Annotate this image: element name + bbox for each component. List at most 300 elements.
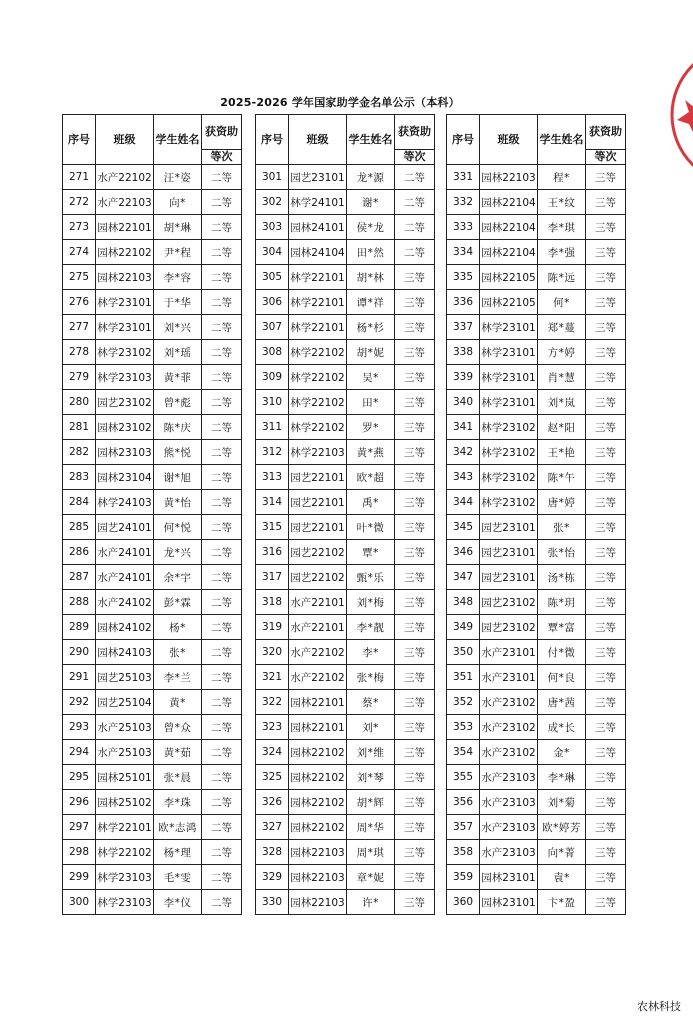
- table-body: [447, 165, 626, 915]
- name-cell: 袁*: [538, 865, 586, 890]
- name-cell: 肖*慧: [538, 365, 586, 390]
- class-cell: 园林24103: [96, 640, 154, 665]
- class-cell: 园艺22101: [289, 515, 347, 540]
- seq-cell: 280: [63, 390, 96, 415]
- level-cell: 二等: [202, 440, 242, 465]
- table-row: [447, 415, 626, 440]
- name-cell: 刘*兴: [154, 315, 202, 340]
- seq-cell: 305: [256, 265, 289, 290]
- seq-cell: 340: [447, 390, 480, 415]
- seq-cell: 351: [447, 665, 480, 690]
- table-row: [256, 690, 435, 715]
- class-cell: 林学23101: [480, 365, 538, 390]
- seq-cell: 284: [63, 490, 96, 515]
- roster-table-3: [446, 114, 626, 915]
- class-cell: 水产23102: [480, 715, 538, 740]
- name-cell: 张*怡: [538, 540, 586, 565]
- name-cell: 程*: [538, 165, 586, 190]
- level-cell: 二等: [202, 265, 242, 290]
- level-cell: 三等: [395, 440, 435, 465]
- name-cell: 刘*梅: [347, 590, 395, 615]
- level-cell: 三等: [395, 815, 435, 840]
- name-cell: 何*悦: [154, 515, 202, 540]
- table-row: [256, 840, 435, 865]
- level-cell: 二等: [202, 365, 242, 390]
- level-cell: 二等: [202, 540, 242, 565]
- class-cell: 林学22102: [289, 415, 347, 440]
- name-cell: 张*梅: [347, 665, 395, 690]
- level-cell: 三等: [395, 340, 435, 365]
- seq-cell: 271: [63, 165, 96, 190]
- class-cell: 林学23103: [96, 365, 154, 390]
- seq-cell: 309: [256, 365, 289, 390]
- name-cell: 杨*: [154, 615, 202, 640]
- seq-cell: 318: [256, 590, 289, 615]
- class-cell: 林学23101: [96, 290, 154, 315]
- level-cell: 二等: [202, 515, 242, 540]
- table-row: [447, 640, 626, 665]
- level-cell: 三等: [586, 290, 626, 315]
- level-cell: 三等: [586, 815, 626, 840]
- roster-table-2: [255, 114, 435, 915]
- level-cell: 三等: [586, 265, 626, 290]
- class-cell: 水产22101: [289, 590, 347, 615]
- name-cell: 陈*玥: [538, 590, 586, 615]
- level-cell: 二等: [202, 240, 242, 265]
- name-cell: 向*: [154, 190, 202, 215]
- class-cell: 林学23101: [480, 340, 538, 365]
- seq-cell: 315: [256, 515, 289, 540]
- table-row: [447, 440, 626, 465]
- level-cell: 三等: [395, 640, 435, 665]
- class-cell: 水产22102: [289, 640, 347, 665]
- seq-cell: 299: [63, 865, 96, 890]
- table-row: [63, 615, 242, 640]
- seq-cell: 313: [256, 465, 289, 490]
- level-cell: 二等: [202, 390, 242, 415]
- table-row: [447, 165, 626, 190]
- seq-cell: 298: [63, 840, 96, 865]
- table-row: [447, 740, 626, 765]
- class-cell: 园林24104: [289, 240, 347, 265]
- class-cell: 水产22102: [289, 665, 347, 690]
- name-cell: 李*珠: [154, 790, 202, 815]
- level-cell: 二等: [202, 890, 242, 915]
- header-seq: 序号: [63, 115, 96, 165]
- table-row: [63, 490, 242, 515]
- table-row: [256, 415, 435, 440]
- level-cell: 二等: [202, 765, 242, 790]
- class-cell: 园艺25103: [96, 665, 154, 690]
- level-cell: 三等: [586, 390, 626, 415]
- name-cell: 李*: [347, 640, 395, 665]
- name-cell: 向*菁: [538, 840, 586, 865]
- page-title: 2025-2026 学年国家助学金名单公示（本科）: [220, 96, 460, 109]
- class-cell: 园林22102: [289, 815, 347, 840]
- table-row: [256, 640, 435, 665]
- class-cell: 林学23102: [96, 340, 154, 365]
- table-row: [63, 365, 242, 390]
- level-cell: 二等: [202, 640, 242, 665]
- header-aid: 获资助: [395, 115, 435, 150]
- name-cell: 刘*: [347, 715, 395, 740]
- table-row: [63, 665, 242, 690]
- seq-cell: 289: [63, 615, 96, 640]
- level-cell: 二等: [202, 490, 242, 515]
- name-cell: 余*宇: [154, 565, 202, 590]
- level-cell: 三等: [395, 390, 435, 415]
- class-cell: 林学23102: [480, 415, 538, 440]
- seq-cell: 295: [63, 765, 96, 790]
- level-cell: 三等: [586, 690, 626, 715]
- name-cell: 黄*: [154, 690, 202, 715]
- seq-cell: 356: [447, 790, 480, 815]
- level-cell: 三等: [586, 840, 626, 865]
- table-row: [63, 690, 242, 715]
- table-row: [63, 190, 242, 215]
- class-cell: 林学24101: [289, 190, 347, 215]
- seq-cell: 293: [63, 715, 96, 740]
- name-cell: 吴*: [347, 365, 395, 390]
- class-cell: 园艺22102: [289, 540, 347, 565]
- level-cell: 二等: [395, 215, 435, 240]
- table-row: [447, 390, 626, 415]
- level-cell: 三等: [586, 540, 626, 565]
- seq-cell: 300: [63, 890, 96, 915]
- seq-cell: 282: [63, 440, 96, 465]
- class-cell: 水产24101: [96, 540, 154, 565]
- class-cell: 园林23104: [96, 465, 154, 490]
- header-class: 班级: [96, 115, 154, 165]
- name-cell: 张*: [154, 640, 202, 665]
- name-cell: 李*容: [154, 265, 202, 290]
- seq-cell: 325: [256, 765, 289, 790]
- seq-cell: 337: [447, 315, 480, 340]
- name-cell: 毛*雯: [154, 865, 202, 890]
- level-cell: 三等: [395, 490, 435, 515]
- seq-cell: 319: [256, 615, 289, 640]
- level-cell: 三等: [395, 865, 435, 890]
- seq-cell: 277: [63, 315, 96, 340]
- table-row: [63, 265, 242, 290]
- level-cell: 三等: [395, 765, 435, 790]
- seq-cell: 344: [447, 490, 480, 515]
- level-cell: 二等: [395, 240, 435, 265]
- class-cell: 水产23101: [480, 640, 538, 665]
- table-row: [63, 890, 242, 915]
- level-cell: 二等: [202, 615, 242, 640]
- class-cell: 园林22103: [480, 165, 538, 190]
- name-cell: 张*: [538, 515, 586, 540]
- table-row: [447, 340, 626, 365]
- table-row: [63, 215, 242, 240]
- name-cell: 黄*怡: [154, 490, 202, 515]
- header-aid: 获资助: [586, 115, 626, 150]
- class-cell: 林学22102: [96, 840, 154, 865]
- table-row: [63, 640, 242, 665]
- name-cell: 覃*富: [538, 615, 586, 640]
- table-row: [447, 540, 626, 565]
- seal-star-icon: [677, 98, 693, 136]
- class-cell: 林学23101: [480, 315, 538, 340]
- name-cell: 卞*盈: [538, 890, 586, 915]
- table-row: [447, 840, 626, 865]
- level-cell: 三等: [395, 315, 435, 340]
- seq-cell: 330: [256, 890, 289, 915]
- name-cell: 黄*菲: [154, 365, 202, 390]
- level-cell: 三等: [395, 515, 435, 540]
- table-body: [63, 165, 242, 915]
- class-cell: 林学22102: [289, 390, 347, 415]
- table-row: [63, 240, 242, 265]
- header-class: 班级: [289, 115, 347, 165]
- table-row: [256, 540, 435, 565]
- header-seq: 序号: [447, 115, 480, 165]
- level-cell: 三等: [586, 740, 626, 765]
- seq-cell: 287: [63, 565, 96, 590]
- class-cell: 林学22101: [289, 290, 347, 315]
- class-cell: 园林22103: [289, 865, 347, 890]
- class-cell: 水产23102: [480, 740, 538, 765]
- class-cell: 园林22103: [96, 265, 154, 290]
- class-cell: 林学22101: [96, 815, 154, 840]
- name-cell: 彭*霖: [154, 590, 202, 615]
- table-row: [256, 790, 435, 815]
- table-row: [63, 765, 242, 790]
- table-row: [256, 815, 435, 840]
- class-cell: 林学23101: [480, 390, 538, 415]
- level-cell: 三等: [586, 165, 626, 190]
- name-cell: 郑*蔓: [538, 315, 586, 340]
- level-cell: 二等: [202, 565, 242, 590]
- level-cell: 二等: [202, 790, 242, 815]
- header-level: 等次: [395, 150, 435, 165]
- class-cell: 园林22101: [96, 215, 154, 240]
- name-cell: 许*: [347, 890, 395, 915]
- class-cell: 园林22102: [289, 790, 347, 815]
- level-cell: 三等: [395, 740, 435, 765]
- name-cell: 谢*: [347, 190, 395, 215]
- header-aid: 获资助: [202, 115, 242, 150]
- name-cell: 覃*: [347, 540, 395, 565]
- class-cell: 林学22102: [289, 340, 347, 365]
- table-row: [256, 215, 435, 240]
- class-cell: 林学22101: [289, 265, 347, 290]
- name-cell: 刘*琴: [347, 765, 395, 790]
- name-cell: 汪*姿: [154, 165, 202, 190]
- level-cell: 二等: [202, 815, 242, 840]
- seq-cell: 343: [447, 465, 480, 490]
- name-cell: 于*华: [154, 290, 202, 315]
- name-cell: 熊*悦: [154, 440, 202, 465]
- level-cell: 三等: [586, 890, 626, 915]
- level-cell: 二等: [202, 190, 242, 215]
- class-cell: 园林22105: [480, 290, 538, 315]
- table-row: [447, 765, 626, 790]
- level-cell: 三等: [395, 715, 435, 740]
- level-cell: 二等: [202, 315, 242, 340]
- name-cell: 欧*志鸿: [154, 815, 202, 840]
- class-cell: 园林22101: [289, 690, 347, 715]
- seq-cell: 353: [447, 715, 480, 740]
- class-cell: 园林23101: [480, 890, 538, 915]
- name-cell: 谢*旭: [154, 465, 202, 490]
- class-cell: 园艺23101: [289, 165, 347, 190]
- name-cell: 李*强: [538, 240, 586, 265]
- name-cell: 禹*: [347, 490, 395, 515]
- header-name: 学生姓名: [347, 115, 395, 165]
- level-cell: 三等: [395, 840, 435, 865]
- table-row: [256, 865, 435, 890]
- table-row: [63, 540, 242, 565]
- level-cell: 二等: [202, 165, 242, 190]
- header-name: 学生姓名: [154, 115, 202, 165]
- level-cell: 二等: [202, 865, 242, 890]
- name-cell: 刘*维: [347, 740, 395, 765]
- seq-cell: 294: [63, 740, 96, 765]
- class-cell: 园艺23101: [480, 565, 538, 590]
- class-cell: 林学23103: [96, 890, 154, 915]
- class-cell: 园艺22102: [289, 565, 347, 590]
- table-row: [256, 190, 435, 215]
- level-cell: 二等: [202, 415, 242, 440]
- level-cell: 三等: [395, 565, 435, 590]
- seq-cell: 275: [63, 265, 96, 290]
- seq-cell: 297: [63, 815, 96, 840]
- seq-cell: 279: [63, 365, 96, 390]
- seq-cell: 334: [447, 240, 480, 265]
- class-cell: 园林22104: [480, 215, 538, 240]
- class-cell: 水产23103: [480, 840, 538, 865]
- name-cell: 李*仪: [154, 890, 202, 915]
- table-row: [256, 465, 435, 490]
- class-cell: 园艺25104: [96, 690, 154, 715]
- name-cell: 方*婷: [538, 340, 586, 365]
- class-cell: 园林22104: [480, 190, 538, 215]
- level-cell: 二等: [202, 690, 242, 715]
- name-cell: 王*纹: [538, 190, 586, 215]
- class-cell: 园林23101: [480, 865, 538, 890]
- class-cell: 水产23103: [480, 815, 538, 840]
- seq-cell: 310: [256, 390, 289, 415]
- table-row: [447, 815, 626, 840]
- table-row: [447, 190, 626, 215]
- table-row: [63, 515, 242, 540]
- seq-cell: 327: [256, 815, 289, 840]
- level-cell: 三等: [586, 490, 626, 515]
- class-cell: 园林22102: [96, 240, 154, 265]
- table-row: [447, 515, 626, 540]
- level-cell: 三等: [586, 340, 626, 365]
- table-row: [256, 365, 435, 390]
- header-name: 学生姓名: [538, 115, 586, 165]
- name-cell: 陈*午: [538, 465, 586, 490]
- class-cell: 林学22101: [289, 315, 347, 340]
- level-cell: 二等: [202, 290, 242, 315]
- seq-cell: 328: [256, 840, 289, 865]
- table-row: [256, 440, 435, 465]
- level-cell: 三等: [586, 790, 626, 815]
- table-row: [256, 765, 435, 790]
- seq-cell: 335: [447, 265, 480, 290]
- seq-cell: 360: [447, 890, 480, 915]
- table-row: [63, 815, 242, 840]
- class-cell: 水产22101: [289, 615, 347, 640]
- name-cell: 何*良: [538, 665, 586, 690]
- level-cell: 三等: [586, 190, 626, 215]
- seq-cell: 301: [256, 165, 289, 190]
- class-cell: 园林24101: [289, 215, 347, 240]
- table-row: [63, 340, 242, 365]
- table-row: [256, 340, 435, 365]
- name-cell: 李*兰: [154, 665, 202, 690]
- table-row: [256, 240, 435, 265]
- level-cell: 三等: [586, 865, 626, 890]
- seq-cell: 317: [256, 565, 289, 590]
- name-cell: 章*妮: [347, 865, 395, 890]
- seq-cell: 311: [256, 415, 289, 440]
- name-cell: 胡*妮: [347, 340, 395, 365]
- seq-cell: 308: [256, 340, 289, 365]
- class-cell: 园林22105: [480, 265, 538, 290]
- seq-cell: 332: [447, 190, 480, 215]
- seq-cell: 323: [256, 715, 289, 740]
- name-cell: 胡*林: [347, 265, 395, 290]
- table-row: [63, 165, 242, 190]
- table-row: [256, 565, 435, 590]
- level-cell: 三等: [395, 265, 435, 290]
- name-cell: 欧*婷芳: [538, 815, 586, 840]
- table-row: [447, 690, 626, 715]
- class-cell: 林学24103: [96, 490, 154, 515]
- name-cell: 田*然: [347, 240, 395, 265]
- seq-cell: 354: [447, 740, 480, 765]
- class-cell: 林学23103: [96, 865, 154, 890]
- level-cell: 三等: [395, 890, 435, 915]
- seq-cell: 358: [447, 840, 480, 865]
- class-cell: 林学23101: [96, 315, 154, 340]
- table-row: [256, 515, 435, 540]
- name-cell: 杨*理: [154, 840, 202, 865]
- seq-cell: 303: [256, 215, 289, 240]
- seq-cell: 339: [447, 365, 480, 390]
- seq-cell: 324: [256, 740, 289, 765]
- seq-cell: 333: [447, 215, 480, 240]
- name-cell: 曾*众: [154, 715, 202, 740]
- class-cell: 园艺22101: [289, 465, 347, 490]
- class-cell: 园艺23102: [480, 590, 538, 615]
- name-cell: 何*: [538, 290, 586, 315]
- class-cell: 园艺23101: [480, 515, 538, 540]
- table-row: [447, 790, 626, 815]
- seq-cell: 304: [256, 240, 289, 265]
- class-cell: 水产23101: [480, 665, 538, 690]
- table-row: [256, 740, 435, 765]
- seq-cell: 321: [256, 665, 289, 690]
- table-row: [256, 890, 435, 915]
- class-cell: 园林22103: [289, 890, 347, 915]
- table-row: [256, 665, 435, 690]
- class-cell: 水产25103: [96, 715, 154, 740]
- level-cell: 三等: [395, 290, 435, 315]
- level-cell: 三等: [586, 765, 626, 790]
- level-cell: 三等: [586, 465, 626, 490]
- level-cell: 三等: [586, 515, 626, 540]
- name-cell: 王*艳: [538, 440, 586, 465]
- seq-cell: 342: [447, 440, 480, 465]
- name-cell: 蔡*: [347, 690, 395, 715]
- seq-cell: 273: [63, 215, 96, 240]
